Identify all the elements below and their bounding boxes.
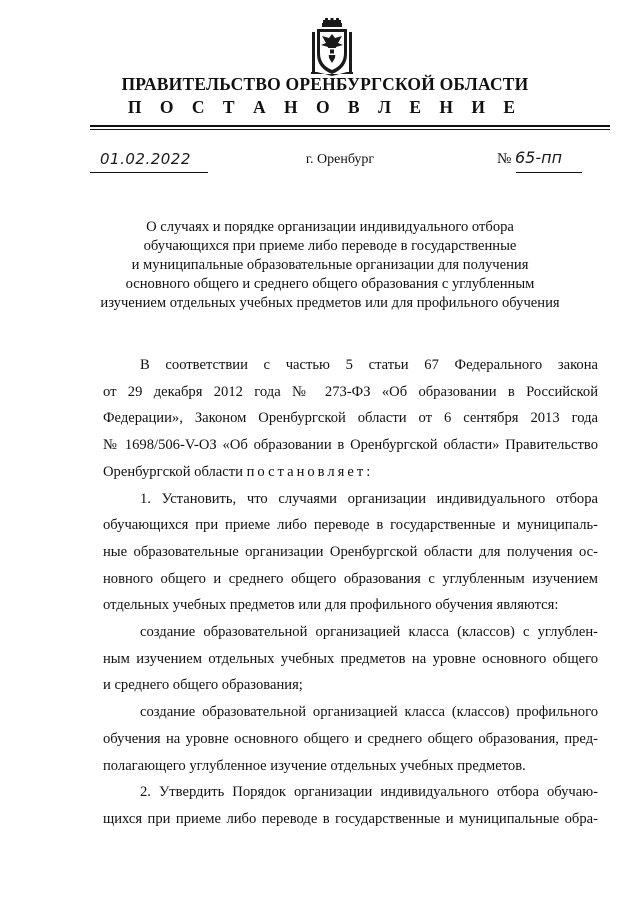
- coat-of-arms-icon: [311, 18, 353, 76]
- body-line: 2. Утвердить Порядок организации индивидуального отбора обучаю-: [140, 784, 598, 801]
- body-text: Оренбургской области: [103, 463, 247, 480]
- body-line: щихся при приеме либо переводе в государственные и муниципальные обра-: [103, 810, 598, 827]
- body-line: ным изучением отдельных учебных предметов на уровне основного общего: [103, 650, 598, 667]
- resolution-word: постановляет:: [246, 463, 374, 480]
- paragraph-preamble: [103, 352, 598, 486]
- body-line: полагающего углубленное изучение отдельных учебных предметов.: [103, 757, 526, 774]
- body-line: и среднего общего образования;: [103, 677, 303, 694]
- body-line: [103, 459, 598, 486]
- body-line: создание образовательной организацией класса (классов) с углублен-: [140, 624, 598, 641]
- paragraph-item-2: [103, 779, 598, 832]
- body-line: от 29 декабря 2012 года № 273-ФЗ «Об образовании в Российской: [103, 383, 598, 400]
- title-line: обучающихся при приеме либо переводе в государственные: [143, 238, 517, 254]
- body-line: создание образовательной организацией класса (классов) профильного: [140, 704, 598, 721]
- number-sign: №: [497, 151, 512, 167]
- body-line: Федерации», Законом Оренбургской области от 6 сентября 2013 года: [103, 410, 598, 427]
- body-line: обучающихся при приеме либо переводе в государственные и муниципаль-: [103, 517, 598, 534]
- header-rule-thick: [90, 125, 610, 127]
- document-body: [103, 352, 598, 833]
- title-line: изучением отдельных учебных предметов или для профильного обучения: [100, 295, 560, 311]
- title-line: и муниципальные образовательные организации для получения: [131, 257, 529, 273]
- body-line: отдельных учебных предметов или для профильного обучения являются:: [103, 597, 559, 614]
- document-type: П О С Т А Н О В Л Е Н И Е: [127, 97, 523, 117]
- header-rule-thin: [90, 129, 610, 130]
- body-line: № 1698/506-V-ОЗ «Об образовании в Оренбургской области» Правительство: [103, 437, 598, 454]
- body-line: 1. Установить, что случаями организации индивидуального отбора: [140, 490, 598, 507]
- body-line: ные образовательные организации Оренбургской области для получения ос-: [103, 543, 598, 560]
- title-line: О случаях и порядке организации индивидуального отбора: [146, 219, 514, 235]
- document-date: 01.02.2022: [100, 150, 191, 168]
- body-line: В соответствии с частью 5 статьи 67 Федерального закона: [140, 357, 598, 373]
- body-line: обучения на уровне основного общего и среднего общего образования, пред-: [103, 730, 598, 747]
- document-title: [100, 218, 560, 313]
- organization-name: ПРАВИТЕЛЬСТВО ОРЕНБУРГСКОЙ ОБЛАСТИ: [121, 74, 529, 94]
- paragraph-item-1: [103, 486, 598, 620]
- title-line: основного общего и среднего общего образования с углубленным: [125, 276, 535, 292]
- document-city: г. Оренбург: [305, 152, 375, 167]
- document-number: 65-пп: [515, 148, 563, 167]
- paragraph-case-2: [103, 699, 598, 779]
- body-line: новного общего и среднего общего образования с углубленным изучением: [103, 570, 598, 587]
- number-underline: [516, 172, 582, 173]
- paragraph-case-1: [103, 619, 598, 699]
